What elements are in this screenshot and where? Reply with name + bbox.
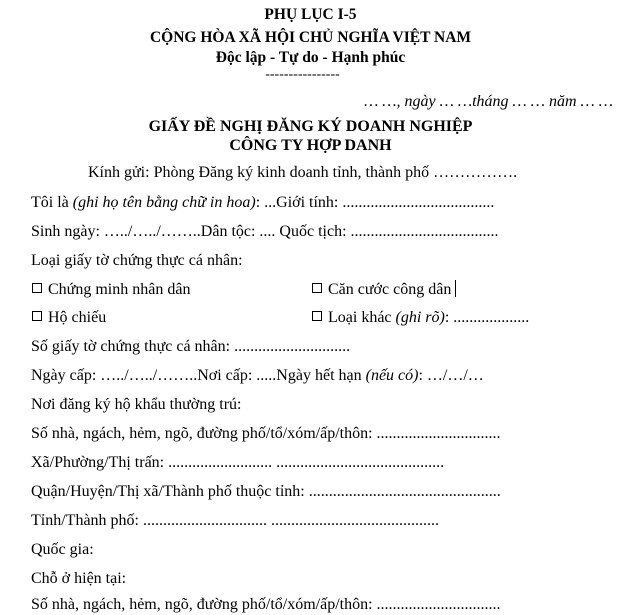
motto: Độc lập - Tự do - Hạnh phúc — [215, 49, 406, 66]
perm-ward-field[interactable]: Xã/Phường/Thị trấn: .......................... .......................................... — [31, 454, 445, 471]
perm-house-field[interactable]: Số nhà, ngách, hẻm, ngõ, đường phố/tổ/xóm/ấp/thôn: ............................... — [31, 425, 501, 442]
option-citizen-id[interactable]: Căn cước công dân — [311, 280, 456, 300]
checkbox-icon[interactable] — [32, 311, 42, 321]
perm-province-field[interactable]: Tỉnh/Thành phố: ............................... .......................................... — [31, 512, 439, 529]
perm-country-field[interactable]: Quốc gia: — [31, 541, 94, 558]
current-address-label: Chỗ ở hiện tại: — [31, 570, 127, 587]
name-suffix: : ...Giới tính: ...................................... — [255, 194, 495, 211]
checkbox-icon[interactable] — [32, 283, 42, 293]
option-id-card[interactable]: Chứng minh nhân dân — [31, 280, 190, 300]
option-other[interactable]: Loại khác (ghi rõ): ................... — [311, 308, 529, 328]
recipient-line: Kính gửi: Phòng Đăng ký kinh doanh tỉnh, thành phố ……………. — [88, 164, 518, 181]
id-type-label: Loại giấy tờ chứng thực cá nhân: — [31, 252, 243, 269]
divider: ---------------- — [265, 67, 340, 82]
appendix-label: PHỤ LỤC I-5 — [264, 6, 357, 23]
name-prefix: Tôi là — [31, 194, 73, 211]
date-line: … …, ngày … …tháng … … năm … … — [364, 93, 613, 110]
perm-district-field[interactable]: Quận/Huyện/Thị xã/Thành phố thuộc tỉnh: ................................................ — [31, 483, 501, 500]
form-title: GIẤY ĐỀ NGHỊ ĐĂNG KÝ DOANH NGHIỆP — [148, 118, 473, 135]
issue-info-field[interactable]: Ngày cấp: …../…../……..Nơi cấp: .....Ngày hết hạn (nếu có): …/…/… — [31, 367, 484, 384]
dob-ethnicity-nationality-field[interactable]: Sinh ngày: …../…../……..Dân tộc: .... Quốc tịch: ..................................... — [31, 223, 499, 240]
checkbox-icon[interactable] — [312, 311, 322, 321]
permanent-address-label: Nơi đăng ký hộ khẩu thường trú: — [31, 396, 242, 413]
nation-heading: CỘNG HÒA XÃ HỘI CHỦ NGHĨA VIỆT NAM — [149, 29, 472, 46]
form-subtitle: CÔNG TY HỢP DANH — [229, 137, 392, 154]
name-gender-field[interactable] — [31, 193, 494, 213]
cur-house-field[interactable]: Số nhà, ngách, hẻm, ngõ, đường phố/tổ/xóm/ấp/thôn: ............................... — [31, 596, 501, 613]
id-number-field[interactable]: Số giấy tờ chứng thực cá nhân: ............................. — [31, 338, 351, 355]
name-hint: (ghi họ tên bằng chữ in hoa) — [72, 194, 256, 211]
option-passport[interactable]: Hộ chiếu — [31, 308, 106, 328]
checkbox-icon[interactable] — [312, 283, 322, 293]
text-cursor — [455, 280, 456, 297]
